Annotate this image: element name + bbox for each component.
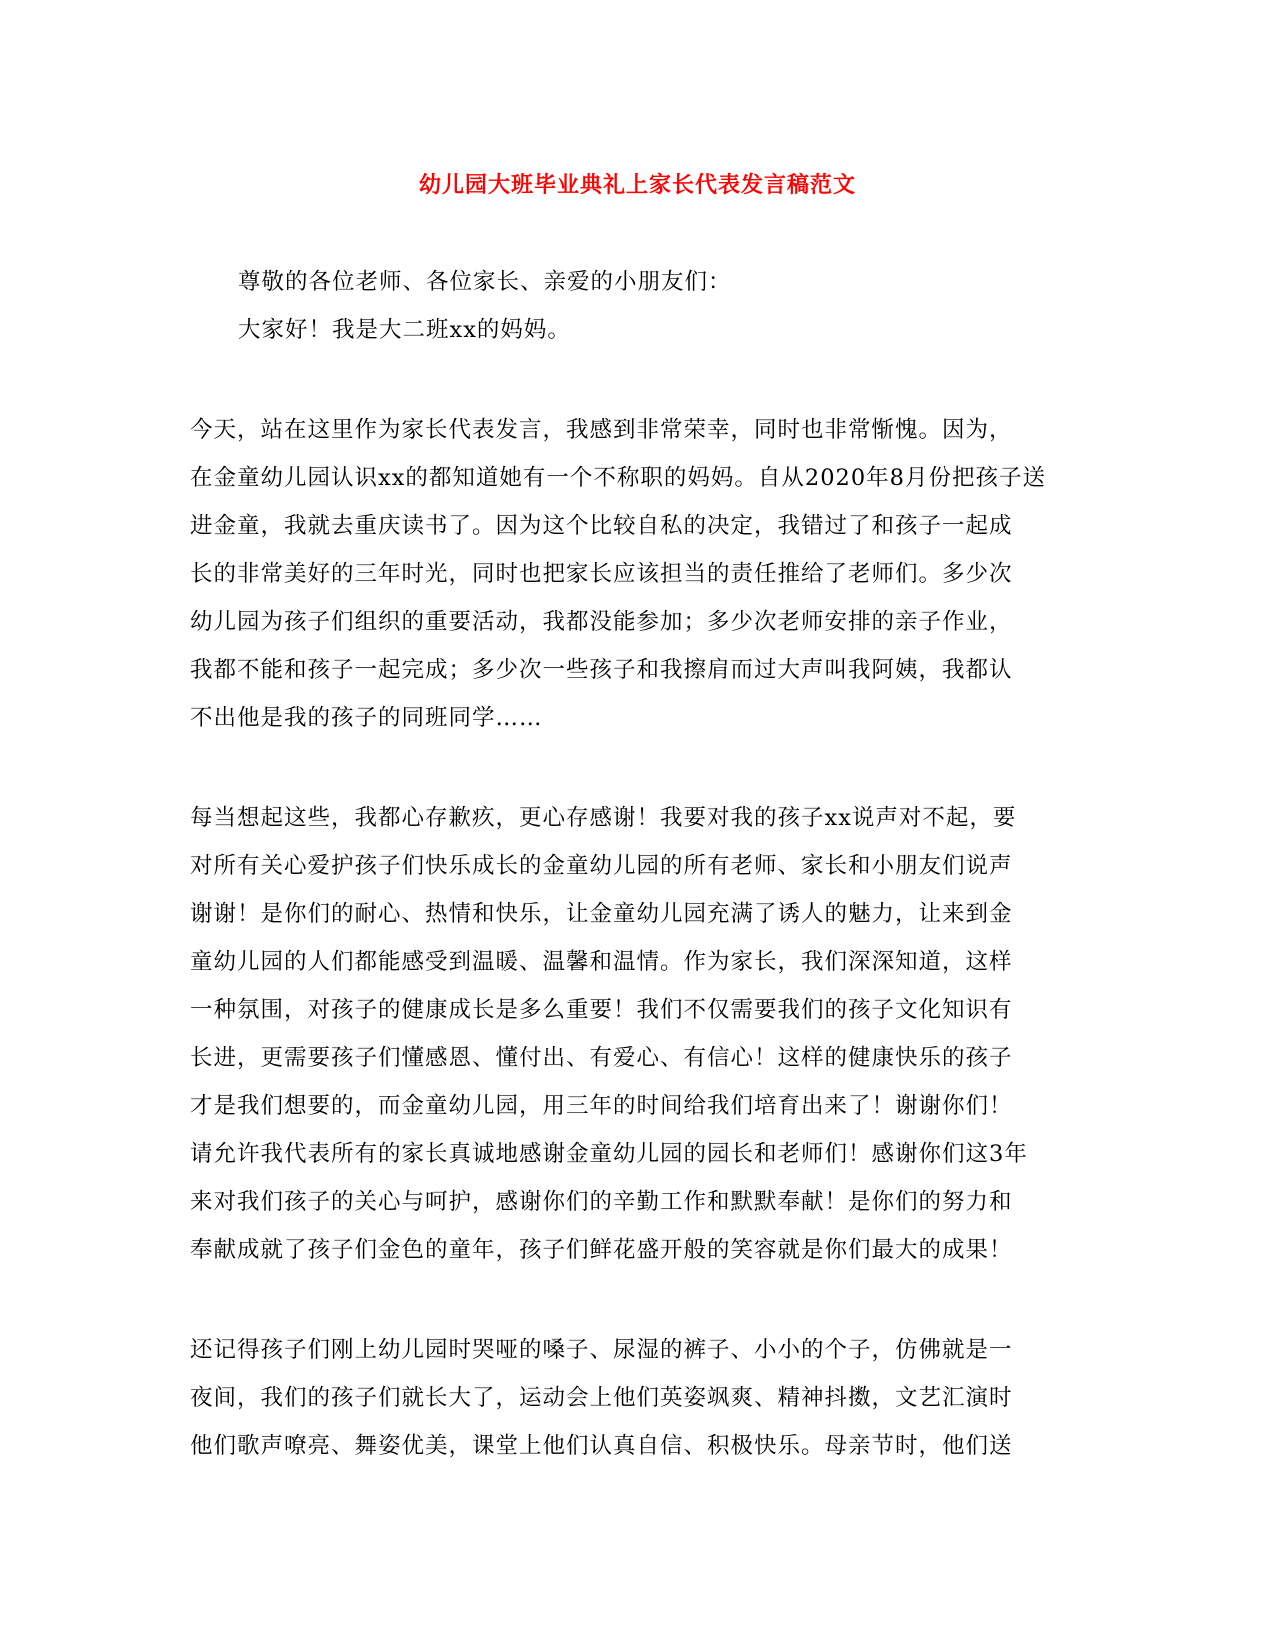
paragraph-line: 长的非常美好的三年时光，同时也把家长应该担当的责任推给了老师们。多少次 (190, 561, 1013, 587)
salutation (190, 258, 1070, 306)
paragraph-line: 在金童幼儿园认识xx的都知道她有一个不称职的妈妈。自从2020年8月份把孩子送 (190, 465, 1046, 491)
paragraph-line: 不出他是我的孩子的同班同学…… (190, 705, 543, 731)
document-title: 幼儿园大班毕业典礼上家长代表发言稿范文 (418, 172, 856, 198)
paragraph-line: 来对我们孩子的关心与呵护，感谢你们的辛勤工作和默默奉献！是你们的努力和 (190, 1189, 1013, 1215)
paragraph-line: 一种氛围，对孩子的健康成长是多么重要！我们不仅需要我们的孩子文化知识有 (190, 997, 1013, 1023)
paragraph-line: 请允许我代表所有的家长真诚地感谢金童幼儿园的园长和老师们！感谢你们这3年 (190, 1141, 1028, 1167)
paragraph-3 (190, 1326, 1070, 1470)
greeting-text: 大家好！我是大二班xx的妈妈。 (238, 317, 571, 343)
paragraph-1 (190, 406, 1070, 742)
paragraph-line: 幼儿园为孩子们组织的重要活动，我都没能参加；多少次老师安排的亲子作业， (190, 609, 1013, 635)
paragraph-line: 进金童，我就去重庆读书了。因为这个比较自私的决定，我错过了和孩子一起成 (190, 513, 1013, 539)
paragraph-line: 我都不能和孩子一起完成；多少次一些孩子和我擦肩而过大声叫我阿姨，我都认 (190, 657, 1013, 683)
paragraph-line: 今天，站在这里作为家长代表发言，我感到非常荣幸，同时也非常惭愧。因为， (190, 417, 1013, 443)
paragraph-line: 夜间，我们的孩子们就长大了，运动会上他们英姿飒爽、精神抖擞，文艺汇演时 (190, 1385, 1013, 1411)
greeting (190, 306, 1070, 354)
paragraph-line: 奉献成就了孩子们金色的童年，孩子们鲜花盛开般的笑容就是你们最大的成果！ (190, 1237, 1013, 1263)
paragraph-line: 谢谢！是你们的耐心、热情和快乐，让金童幼儿园充满了诱人的魅力，让来到金 (190, 901, 1013, 927)
paragraph-line: 他们歌声嘹亮、舞姿优美，课堂上他们认真自信、积极快乐。母亲节时，他们送 (190, 1433, 1013, 1459)
paragraph-line: 才是我们想要的，而金童幼儿园，用三年的时间给我们培育出来了！谢谢你们！ (190, 1093, 1013, 1119)
paragraph-line: 每当想起这些，我都心存歉疚，更心存感谢！我要对我的孩子xx说声对不起，要 (190, 805, 1017, 831)
paragraph-line: 长进，更需要孩子们懂感恩、懂付出、有爱心、有信心！这样的健康快乐的孩子 (190, 1045, 1013, 1071)
paragraph-line: 童幼儿园的人们都能感受到温暖、温馨和温情。作为家长，我们深深知道，这样 (190, 949, 1013, 975)
salutation-text: 尊敬的各位老师、各位家长、亲爱的小朋友们： (238, 269, 732, 295)
paragraph-line: 对所有关心爱护孩子们快乐成长的金童幼儿园的所有老师、家长和小朋友们说声 (190, 853, 1013, 879)
paragraph-line: 还记得孩子们刚上幼儿园时哭哑的嗓子、尿湿的裤子、小小的个子，仿佛就是一 (190, 1337, 1013, 1363)
paragraph-2 (190, 794, 1070, 1274)
